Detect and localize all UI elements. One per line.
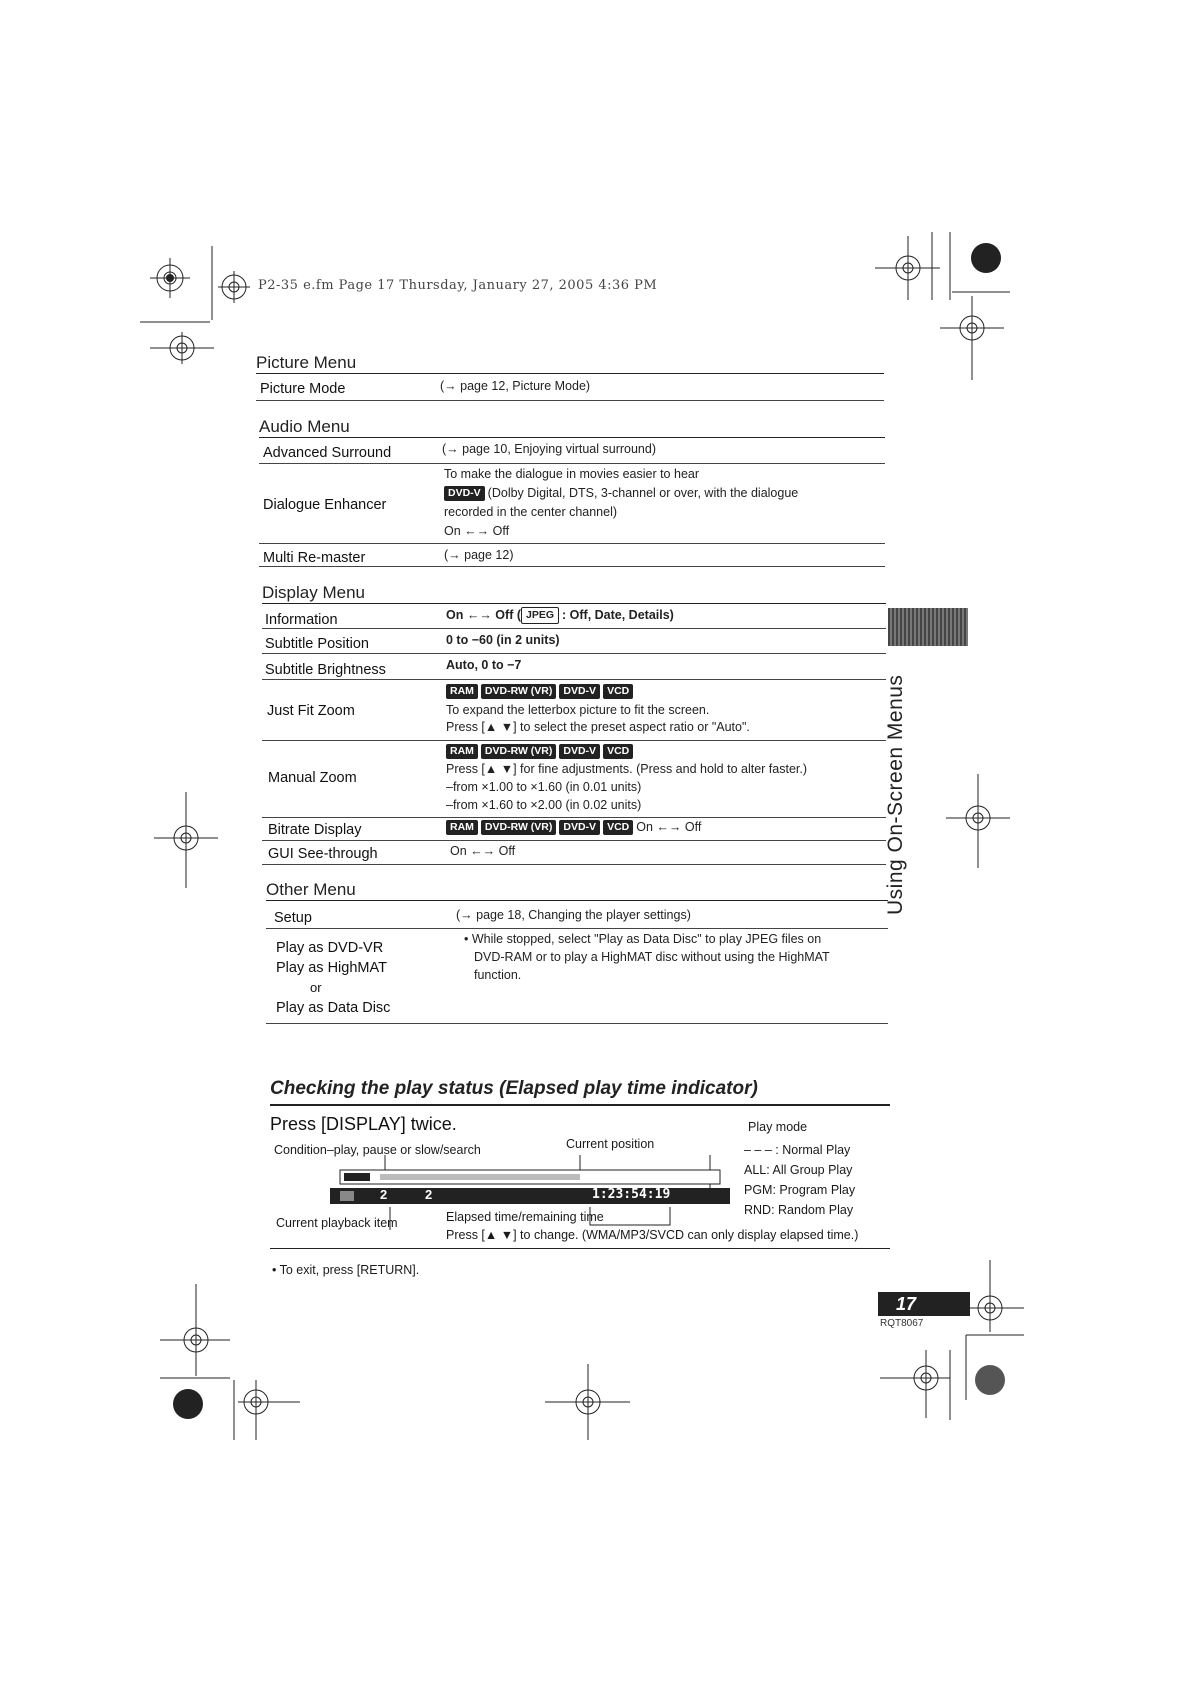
setup-label: Setup: [274, 910, 312, 926]
play-as-dvd-vr-label: Play as DVD-VR: [276, 940, 384, 956]
dvd-v-badge: DVD-V: [559, 684, 600, 699]
just-fit-zoom-label: Just Fit Zoom: [267, 703, 355, 719]
ram-badge: RAM: [446, 684, 478, 699]
picture-menu-title: Picture Menu: [256, 353, 357, 372]
or-label: or: [310, 980, 322, 995]
section-tab-marker: [888, 608, 968, 646]
setup-text: (→ page 18, Changing the player settings): [456, 908, 691, 922]
vcd-badge: VCD: [603, 820, 633, 835]
bitrate-display-text: RAM DVD-RW (VR) DVD-V VCD On ←→ Off: [446, 818, 701, 837]
dvd-rw-vr-badge: DVD-RW (VR): [481, 820, 556, 835]
play-mode-list: [744, 1140, 855, 1220]
elapsed-caption: Elapsed time/remaining time: [446, 1210, 604, 1224]
advanced-surround-label: Advanced Surround: [263, 445, 392, 461]
subtitle-position-label: Subtitle Position: [265, 636, 369, 652]
mode-random: RND: Random Play: [744, 1203, 854, 1217]
condition-caption: Condition–play, pause or slow/search: [274, 1143, 481, 1157]
subtitle-brightness-text: Auto, 0 to −7: [446, 658, 522, 672]
multi-remaster-text: (→ page 12): [444, 548, 514, 562]
gui-see-through-text: On ←→ Off: [450, 844, 516, 858]
dialogue-enhancer-line1: To make the dialogue in movies easier to hear: [444, 467, 700, 481]
audio-menu-title: Audio Menu: [259, 417, 350, 436]
multi-remaster-label: Multi Re-master: [263, 550, 366, 566]
dialogue-enhancer-label: Dialogue Enhancer: [263, 497, 387, 513]
mode-all: ALL: All Group Play: [744, 1163, 853, 1177]
mode-program: PGM: Program Play: [744, 1183, 856, 1197]
play-mode-caption: Play mode: [748, 1120, 808, 1134]
manual-zoom-line3: –from ×1.60 to ×2.00 (in 0.02 units): [446, 798, 642, 812]
picture-mode-label: Picture Mode: [260, 381, 346, 397]
side-tab-label: Using On-Screen Menus: [884, 674, 907, 915]
dvd-v-badge: DVD-V: [444, 486, 485, 501]
subtitle-position-text: 0 to −60 (in 2 units): [446, 633, 560, 647]
display-menu-title: Display Menu: [262, 583, 365, 602]
file-header: P2-35 e.fm Page 17 Thursday, January 27, 2005 4:36 PM: [258, 278, 658, 293]
mode-normal: – – – : Normal Play: [744, 1143, 851, 1157]
subtitle-brightness-label: Subtitle Brightness: [265, 662, 386, 678]
doc-code: RQT8067: [880, 1318, 924, 1329]
play-as-line1: • While stopped, select "Play as Data Disc" to play JPEG files on: [464, 932, 822, 946]
manual-zoom-line2: –from ×1.00 to ×1.60 (in 0.01 units): [446, 780, 642, 794]
dvd-rw-vr-badge: DVD-RW (VR): [481, 744, 556, 759]
gui-see-through-label: GUI See-through: [268, 846, 378, 862]
play-as-line2: DVD-RAM or to play a HighMAT disc without using the HighMAT: [474, 950, 830, 964]
information-text: On ←→ Off ( JPEG : Off, Date, Details): [446, 606, 674, 625]
dvd-v-badge: DVD-V: [559, 744, 600, 759]
manual-zoom-label: Manual Zoom: [268, 770, 357, 786]
play-as-data-disc-label: Play as Data Disc: [276, 1000, 391, 1016]
vcd-badge: VCD: [603, 744, 633, 759]
other-menu-title: Other Menu: [266, 880, 356, 899]
advanced-surround-text: (→ page 10, Enjoying virtual surround): [442, 442, 657, 456]
vcd-badge: VCD: [603, 684, 633, 699]
dvd-v-badge: DVD-V: [559, 820, 600, 835]
press-change-caption: Press [▲ ▼] to change. (WMA/MP3/SVCD can only display elapsed time.): [446, 1228, 859, 1242]
osd-time-readout: 1:23:54:19: [592, 1187, 671, 1202]
ram-badge: RAM: [446, 820, 478, 835]
dialogue-enhancer-line3: recorded in the center channel): [444, 505, 618, 519]
press-display-instruction: Press [DISPLAY] twice.: [270, 1114, 457, 1134]
picture-mode-text: (→ page 12, Picture Mode): [440, 379, 591, 393]
dvd-rw-vr-badge: DVD-RW (VR): [481, 684, 556, 699]
current-position-caption: Current position: [566, 1137, 655, 1151]
play-as-highmat-label: Play as HighMAT: [276, 960, 387, 976]
ram-badge: RAM: [446, 744, 478, 759]
bitrate-display-label: Bitrate Display: [268, 822, 362, 838]
jpeg-badge: JPEG: [521, 607, 559, 624]
osd-track-number: 2: [425, 1187, 433, 1202]
current-item-caption: Current playback item: [276, 1216, 398, 1230]
just-fit-zoom-line2: Press [▲ ▼] to select the preset aspect ratio or "Auto".: [446, 720, 750, 734]
manual-zoom-line1: Press [▲ ▼] for fine adjustments. (Press and hold to alter faster.): [446, 762, 808, 776]
just-fit-zoom-badges: [446, 682, 636, 701]
status-section-title: Checking the play status (Elapsed play time indicator): [270, 1078, 758, 1099]
information-label: Information: [265, 612, 338, 628]
exit-note: • To exit, press [RETURN].: [272, 1263, 420, 1277]
page-number: 17: [878, 1292, 970, 1316]
just-fit-zoom-line1: To expand the letterbox picture to fit the screen.: [446, 703, 710, 717]
dialogue-enhancer-line4: On ←→ Off: [444, 524, 510, 538]
dialogue-enhancer-line2: DVD-V (Dolby Digital, DTS, 3-channel or over, with the dialogue: [444, 484, 798, 503]
osd-group-number: 2: [380, 1187, 388, 1202]
play-as-line3: function.: [474, 968, 522, 982]
manual-zoom-badges: [446, 742, 636, 761]
